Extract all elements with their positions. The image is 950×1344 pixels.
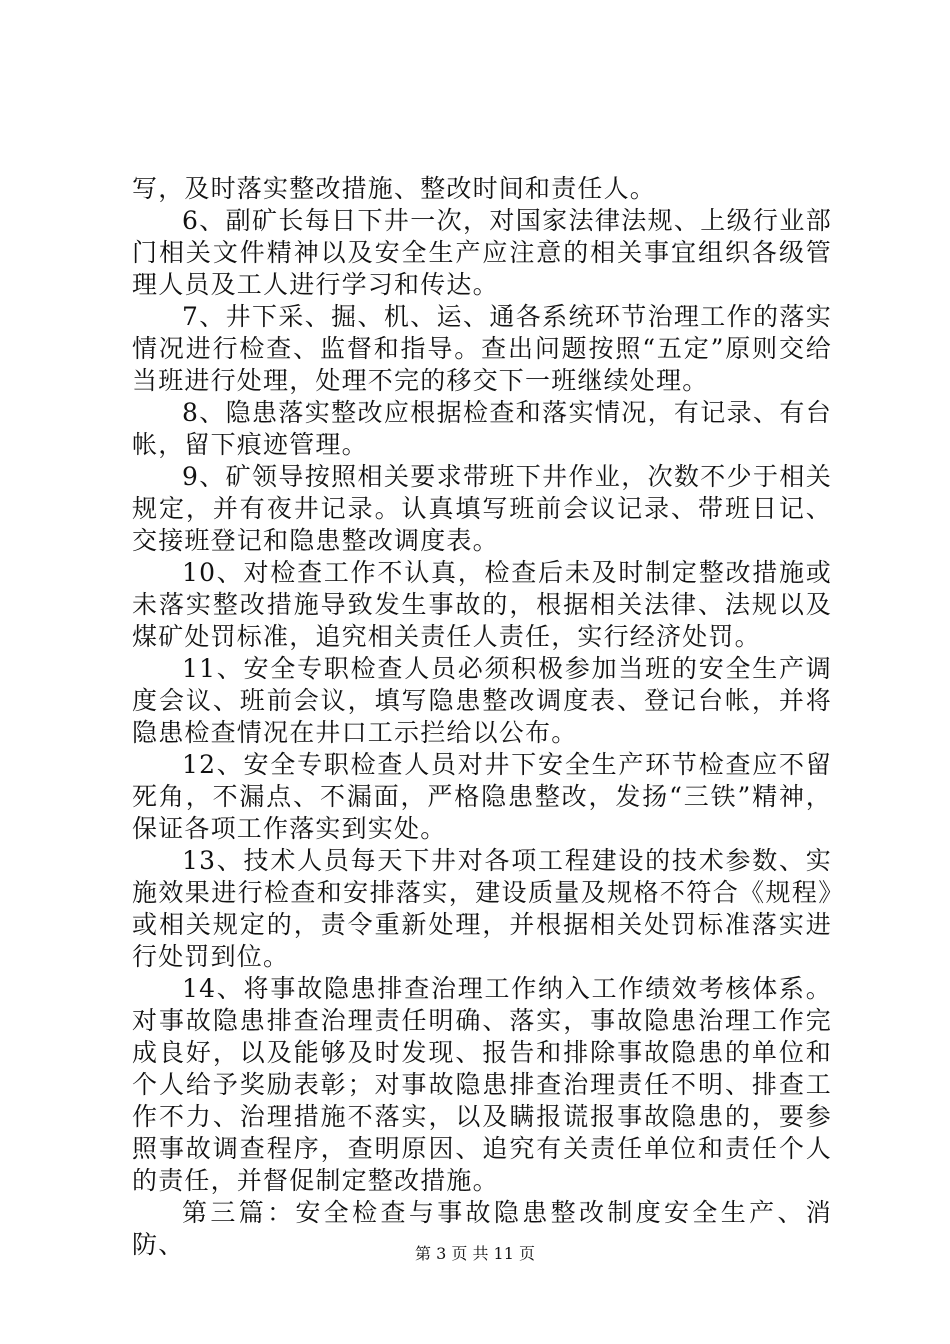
paragraph-continuation: 写，及时落实整改措施、整改时间和责任人。 — [132, 174, 657, 203]
paragraph-item-8: 8、隐患落实整改应根据检查和落实情况，有记录、有台帐，留下痕迹管理。 — [132, 398, 832, 459]
paragraph-item-9: 9、矿领导按照相关要求带班下井作业，次数不少于相关规定，并有夜井记录。认真填写班前会议记录、带班日记、交接班登记和隐患整改调度表。 — [132, 462, 832, 555]
paragraph-item-13: 13、技术人员每天下井对各项工程建设的技术参数、实施效果进行检查和安排落实，建设质量及规格不符合《规程》或相关规定的，责令重新处理，并根据相关处罚标准落实进行处罚到位。 — [132, 846, 832, 971]
paragraph-item-14: 14、将事故隐患排查治理工作纳入工作绩效考核体系。对事故隐患排查治理责任明确、落实，事故隐患治理工作完成良好，以及能够及时发现、报告和排除事故隐患的单位和个人给予奖励表彰；对事故隐患排查治理责任不明、排查工作不力、治理措施不落实，以及瞒报谎报事故隐患的，要参照事故调查程序，查明原因、追究有关责任单位和责任个人的责任，并督促制定整改措施。 — [132, 974, 832, 1195]
paragraph-item-10: 10、对检查工作不认真，检查后未及时制定整改措施或未落实整改措施导致发生事故的，根据相关法律、法规以及煤矿处罚标准，追究相关责任人责任，实行经济处罚。 — [132, 558, 832, 651]
paragraph-item-12: 12、安全专职检查人员对井下安全生产环节检查应不留死角，不漏点、不漏面，严格隐患整改，发扬“三铁”精神，保证各项工作落实到实处。 — [132, 750, 832, 843]
document-body — [132, 173, 832, 1261]
paragraph-item-11: 11、安全专职检查人员必须积极参加当班的安全生产调度会议、班前会议，填写隐患整改调度表、登记台帐，并将隐患检查情况在井口工示拦给以公布。 — [132, 654, 832, 747]
paragraph-section-heading: 第三篇：安全检查与事故隐患整改制度安全生产、消防、 — [132, 1198, 832, 1259]
page-number-footer: 第 3 页 共 11 页 — [415, 1244, 535, 1263]
paragraph-item-7: 7、井下采、掘、机、运、通各系统环节治理工作的落实情况进行检查、监督和指导。查出问题按照“五定”原则交给当班进行处理，处理不完的移交下一班继续处理。 — [132, 302, 832, 395]
paragraph-item-6: 6、副矿长每日下井一次，对国家法律法规、上级行业部门相关文件精神以及安全生产应注意的相关事宜组织各级管理人员及工人进行学习和传达。 — [132, 206, 832, 299]
